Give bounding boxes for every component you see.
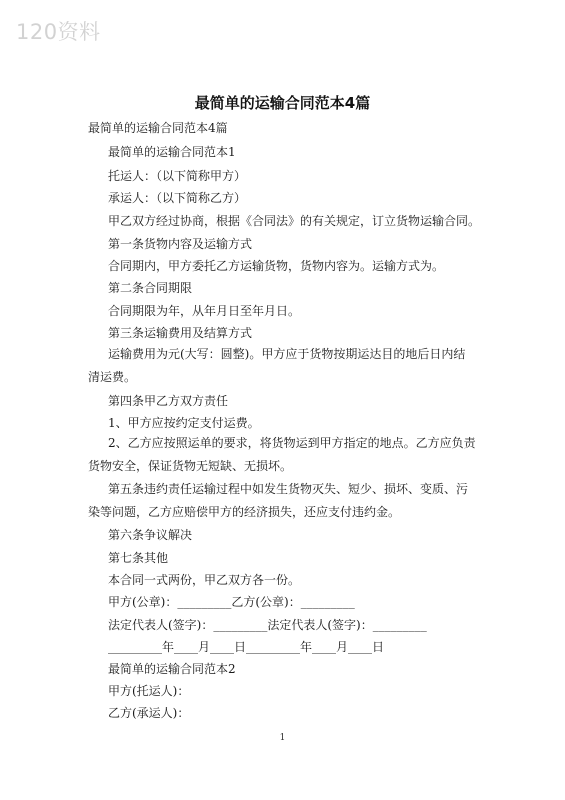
section-heading: 第三条运输费用及结算方式 [108, 326, 253, 340]
body-line: 甲乙双方经过协商，根据《合同法》的有关规定，订立货物运输合同。 [108, 214, 481, 228]
body-line: 承运人：（以下简称乙方） [108, 191, 247, 205]
body-line: 托运人：（以下简称甲方） [108, 169, 247, 183]
body-line: 本合同一式两份，甲乙双方各一份。 [108, 573, 301, 587]
signature-line: 法定代表人(签字)：_________法定代表人(签字)：_________ [108, 618, 427, 632]
body-paragraph: 2、乙方应按照运单的要求，将货物运到甲方指定的地点。乙方应负责货物安全，保证货物无短缺、无损坏。 [88, 436, 476, 473]
body-line: 最简单的运输合同范本1 [108, 145, 236, 159]
section-heading: 第一条货物内容及运输方式 [108, 237, 253, 251]
date-line: _________年____月____日_________年____月____日 [108, 640, 385, 654]
body-line: 合同期内，甲方委托乙方运输货物，货物内容为。运输方式为。 [108, 259, 445, 273]
body-line: 最简单的运输合同范本4篇 [88, 121, 228, 135]
body-line: 1、甲方应按约定支付运费。 [108, 416, 260, 430]
signature-line: 甲方(公章)：_________乙方(公章)：_________ [108, 595, 355, 609]
section-heading: 第六条争议解决 [108, 528, 193, 542]
section-heading: 第七条其他 [108, 551, 169, 565]
body-line: 乙方(承运人)： [108, 706, 190, 720]
section-heading: 第四条甲乙方双方责任 [108, 394, 229, 408]
section-heading: 第二条合同期限 [108, 281, 193, 295]
page-number: 1 [279, 733, 286, 743]
body-line: 最简单的运输合同范本2 [108, 662, 236, 676]
body-paragraph: 第五条违约责任运输过程中如发生货物灭失、短少、损坏、变质、污染等问题，乙方应赔偿甲方的经济损失，还应支付违约金。 [88, 482, 469, 519]
watermark-logo: 120资料 [16, 20, 101, 44]
body-line: 甲方(托运人)： [108, 684, 190, 698]
body-paragraph: 运输费用为元(大写：圆整)。甲方应于货物按期运达目的地后日内结清运费。 [88, 347, 466, 384]
document-title: 最简单的运输合同范本4篇 [194, 94, 371, 112]
body-line: 合同期限为年，从年月日至年月日。 [108, 304, 301, 318]
